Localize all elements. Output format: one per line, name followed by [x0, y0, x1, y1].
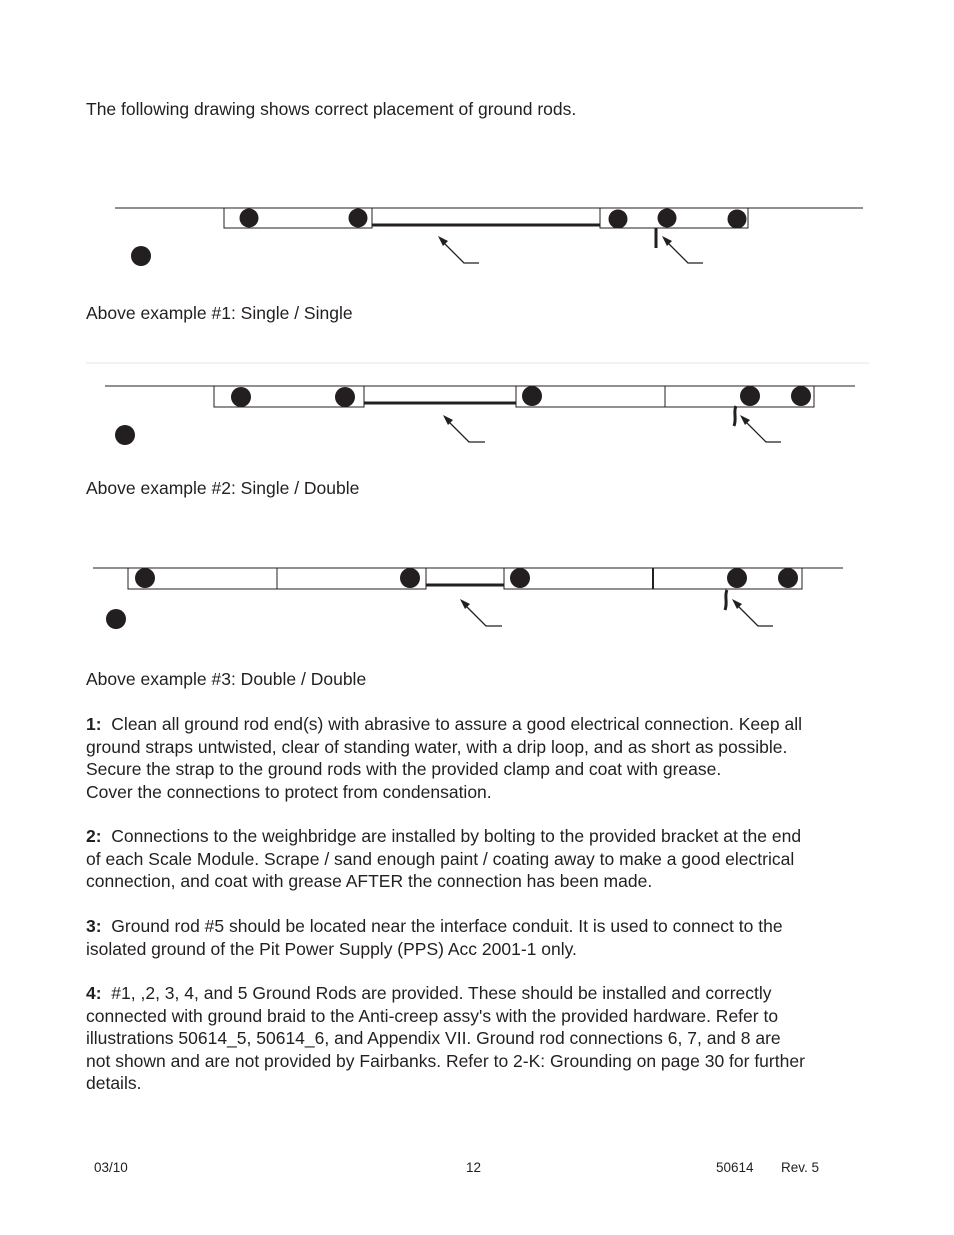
note-3-line-1: Ground rod #5 should be located near the interface conduit. It is used to connect to the	[111, 916, 783, 936]
ground-rod-diagram-1	[0, 190, 954, 280]
note-4-line-1: #1, ,2, 3, 4, and 5 Ground Rods are provided. These should be installed and correctly	[111, 983, 772, 1003]
footer-page-number: 12	[466, 1160, 482, 1175]
footer-revision: Rev. 5	[781, 1160, 820, 1175]
ground-rod-diagram-2	[0, 370, 954, 460]
note-4-line-3: illustrations 50614_5, 50614_6, and Appendix VII. Ground rod connections 6, 7, and 8 are	[86, 1028, 781, 1048]
note-1-line-1: Clean all ground rod end(s) with abrasive to assure a good electrical connection. Keep all	[111, 714, 802, 734]
note-4-line-2: connected with ground braid to the Anti-creep assy's with the provided hardware. Refer to	[86, 1005, 779, 1026]
separator-line	[0, 362, 954, 364]
note-1-number: 1:	[86, 714, 102, 734]
note-1-line-2: ground straps untwisted, clear of standing water, with a drip loop, and as short as possible.	[86, 736, 788, 757]
ground-rod-diagram-3	[0, 555, 954, 645]
example-caption-1: Above example #1: Single / Single	[86, 303, 353, 323]
note-2	[86, 825, 886, 893]
example-caption-2: Above example #2: Single / Double	[86, 478, 360, 498]
note-1-line-4: Cover the connections to protect from condensation.	[86, 781, 492, 802]
intro-text: The following drawing shows correct placement of ground rods.	[86, 99, 577, 119]
example-caption-3: Above example #3: Double / Double	[86, 669, 367, 689]
note-4-line-4: not shown and are not provided by Fairbanks. Refer to 2-K: Grounding on page 30 for further	[86, 1050, 805, 1071]
note-4-line-5: details.	[86, 1073, 142, 1093]
note-2-line-1: Connections to the weighbridge are installed by bolting to the provided bracket at the end	[111, 826, 802, 846]
note-1-line-3: Secure the strap to the ground rods with the provided clamp and coat with grease.	[86, 759, 722, 779]
note-1	[86, 713, 886, 803]
footer-date: 03/10	[94, 1160, 128, 1175]
footer-doc-number: 50614	[716, 1160, 754, 1175]
note-4	[86, 982, 886, 1095]
note-3-number: 3:	[86, 916, 102, 936]
note-2-line-3: connection, and coat with grease AFTER the connection has been made.	[86, 871, 653, 891]
note-3	[86, 915, 886, 960]
note-2-number: 2:	[86, 826, 102, 846]
note-4-number: 4:	[86, 983, 102, 1003]
note-3-line-2: isolated ground of the Pit Power Supply (PPS) Acc 2001-1 only.	[86, 938, 577, 959]
note-2-line-2: of each Scale Module. Scrape / sand enough paint / coating away to make a good electrical	[86, 848, 795, 869]
